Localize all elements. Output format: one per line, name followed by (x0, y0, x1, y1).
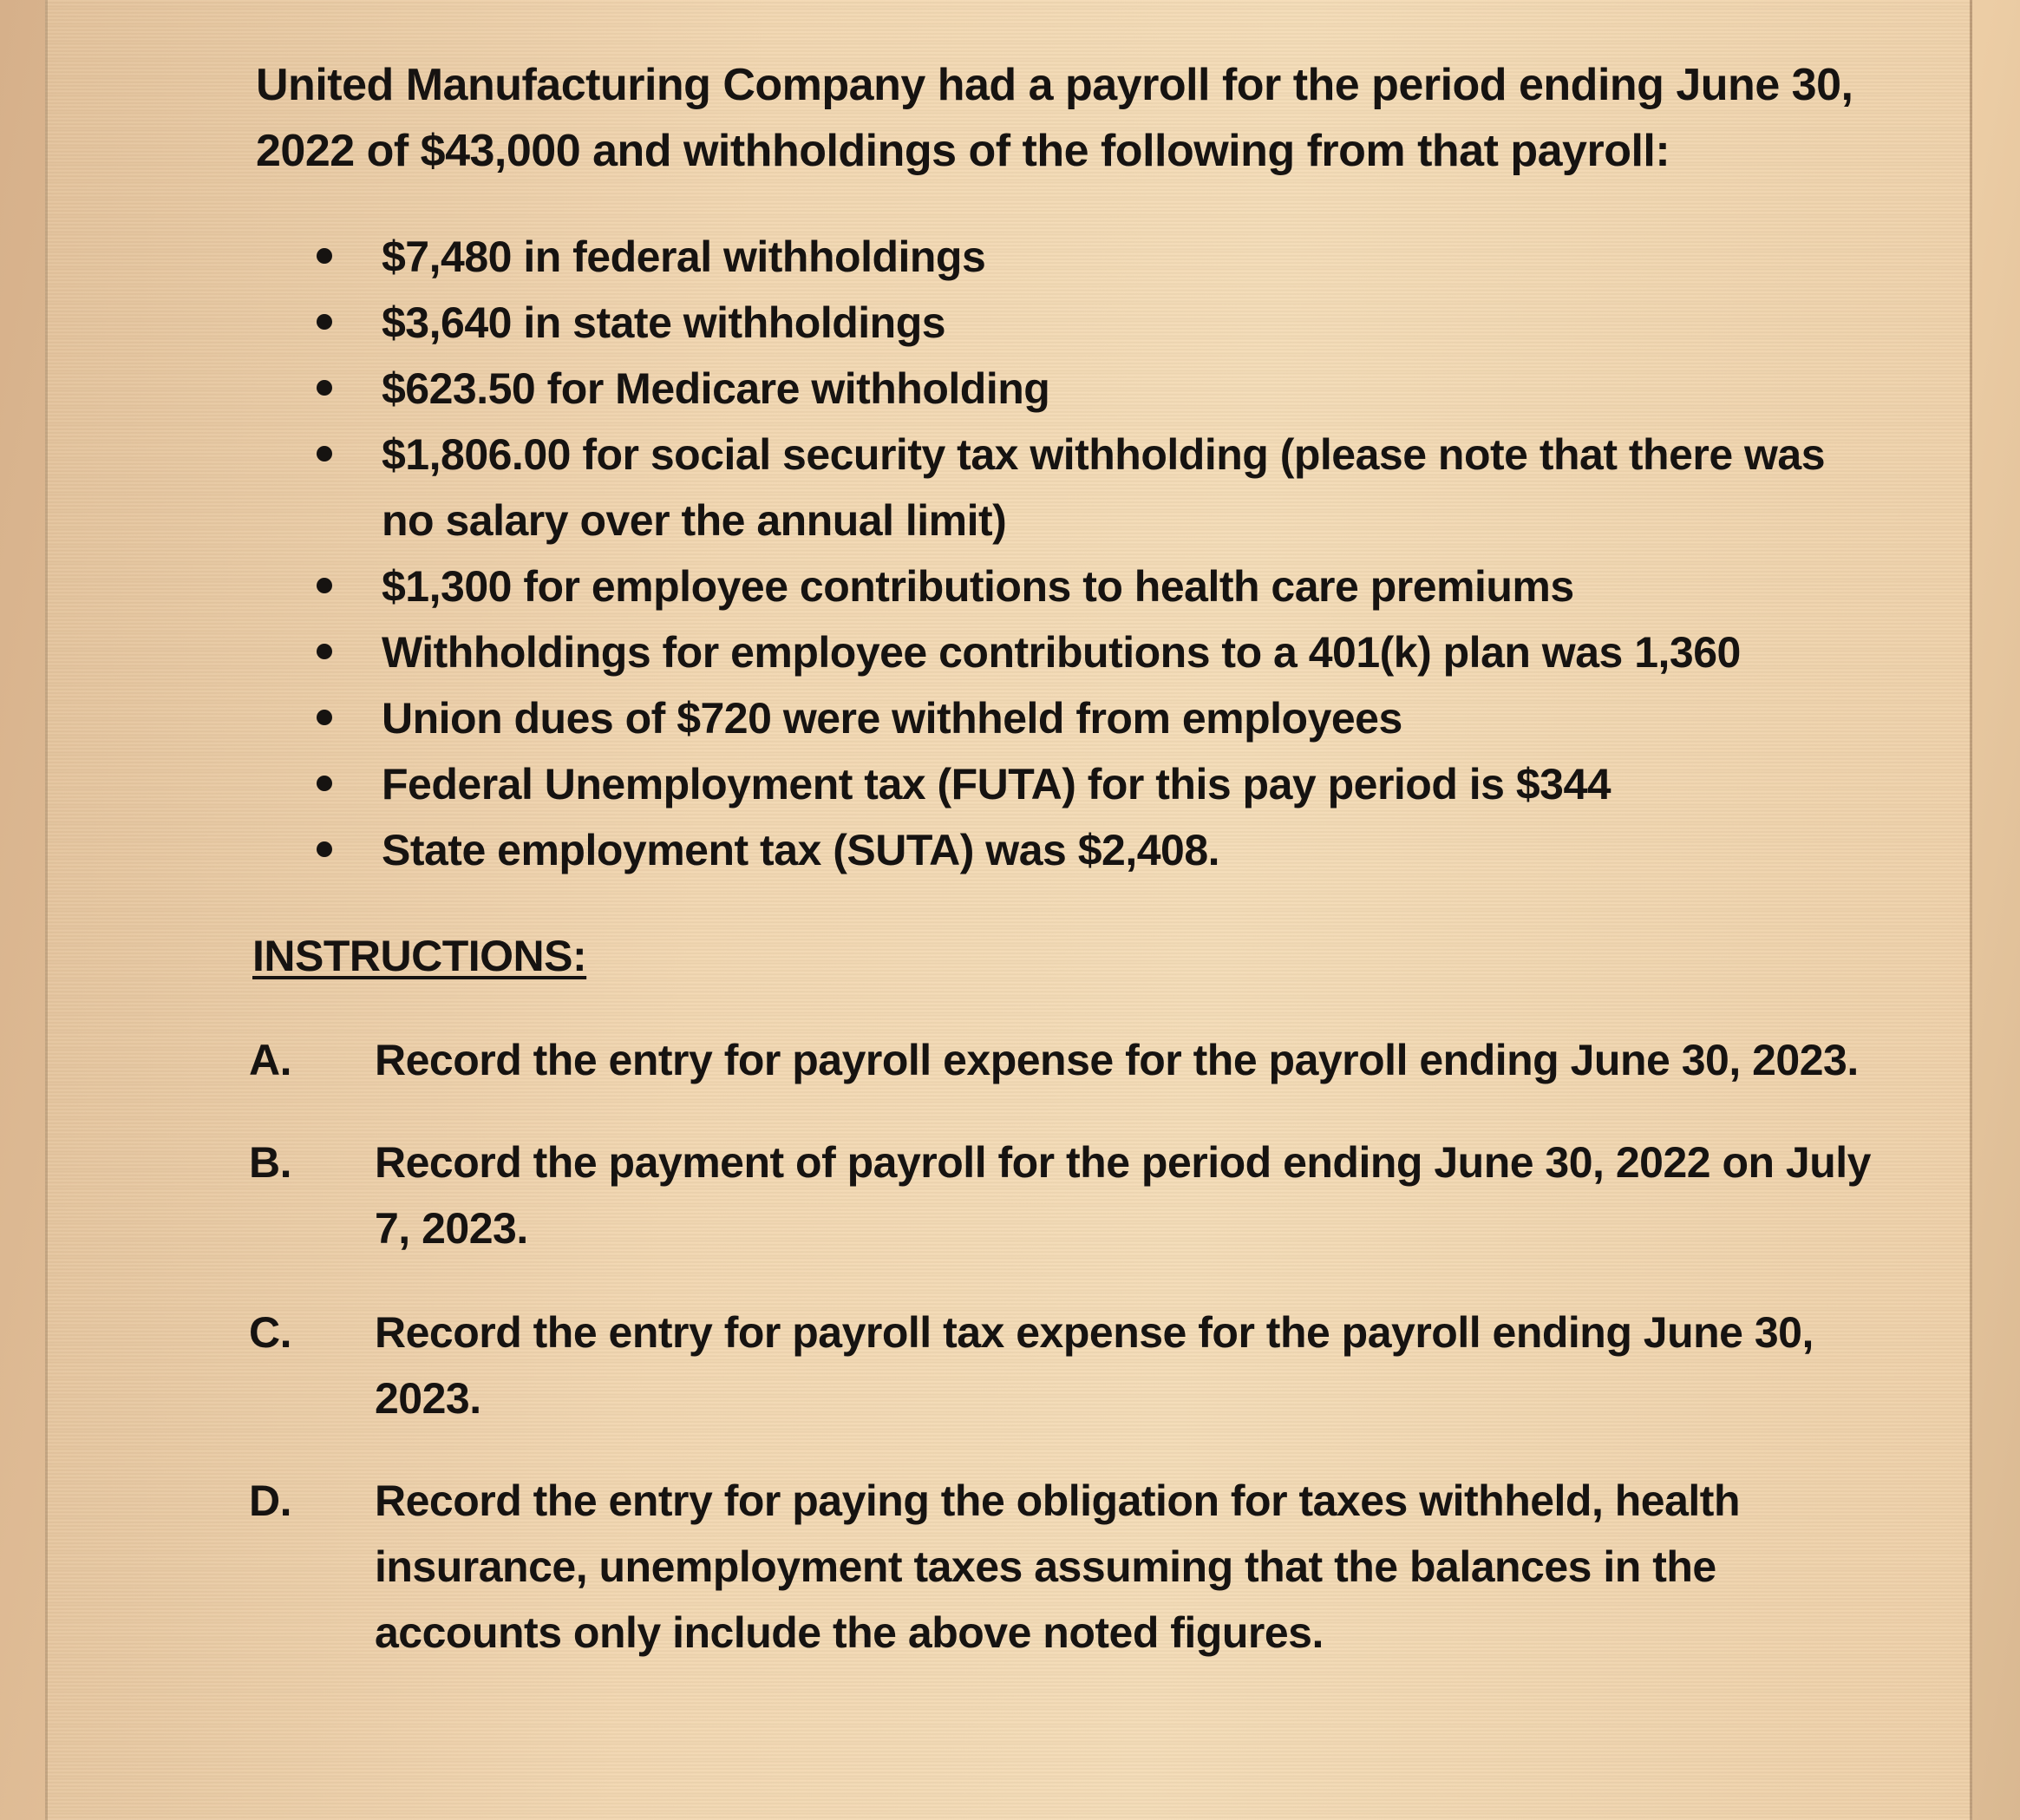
instruction-text: Record the entry for payroll expense for the payroll ending June 30, 2023. (375, 1036, 1859, 1084)
bullet-icon (317, 314, 332, 330)
withholdings-list (308, 224, 1886, 883)
document-page (45, 0, 1972, 1820)
instruction-c (249, 1300, 1879, 1431)
bullet-icon (317, 380, 332, 396)
list-item-text: $7,480 in federal withholdings (382, 232, 986, 281)
list-item-text: $1,806.00 for social security tax withholding (please note that there was no salary over the annual limit) (382, 430, 1826, 545)
bullet-icon (317, 644, 332, 659)
list-item (308, 553, 1886, 619)
list-item (308, 356, 1886, 422)
instruction-letter: D. (249, 1476, 291, 1525)
intro-paragraph: United Manufacturing Company had a payroll for the period ending June 30, 2022 of $43,000 and withholdings of the following from that payroll: (256, 60, 1853, 176)
list-item-text: State employment tax (SUTA) was $2,408. (382, 826, 1220, 874)
list-item-text: $623.50 for Medicare withholding (382, 364, 1050, 413)
instruction-text: Record the payment of payroll for the period ending June 30, 2022 on July 7, 2023. (375, 1138, 1871, 1253)
list-item (308, 619, 1886, 685)
list-item (308, 224, 1886, 290)
instruction-text: Record the entry for paying the obligation for taxes withheld, health insurance, unemployment taxes assuming that the balances in the accounts only include the above noted figures. (375, 1476, 1740, 1657)
instructions-heading: INSTRUCTIONS: (252, 932, 587, 980)
instruction-letter: B. (249, 1138, 291, 1187)
list-item-text: $3,640 in state withholdings (382, 298, 946, 347)
bullet-icon (317, 776, 332, 791)
instruction-letter: C. (249, 1308, 291, 1357)
instruction-text: Record the entry for payroll tax expense for the payroll ending June 30, 2023. (375, 1308, 1814, 1423)
list-item (308, 290, 1886, 356)
bullet-icon (317, 841, 332, 857)
list-item (308, 751, 1886, 817)
instruction-a (249, 1027, 1879, 1093)
bullet-icon (317, 578, 332, 593)
list-item-text: Withholdings for employee contributions to a 401(k) plan was 1,360 (382, 628, 1741, 677)
bullet-icon (317, 446, 332, 462)
list-item (308, 685, 1886, 751)
list-item (308, 422, 1886, 553)
list-item-text: Union dues of $720 were withheld from employees (382, 694, 1402, 743)
list-item (308, 817, 1886, 883)
bullet-icon (317, 248, 332, 264)
instruction-letter: A. (249, 1036, 291, 1084)
instruction-b (249, 1129, 1879, 1261)
list-item-text: Federal Unemployment tax (FUTA) for this pay period is $344 (382, 760, 1611, 809)
instruction-d (249, 1468, 1879, 1666)
list-item-text: $1,300 for employee contributions to health care premiums (382, 562, 1574, 611)
bullet-icon (317, 710, 332, 725)
